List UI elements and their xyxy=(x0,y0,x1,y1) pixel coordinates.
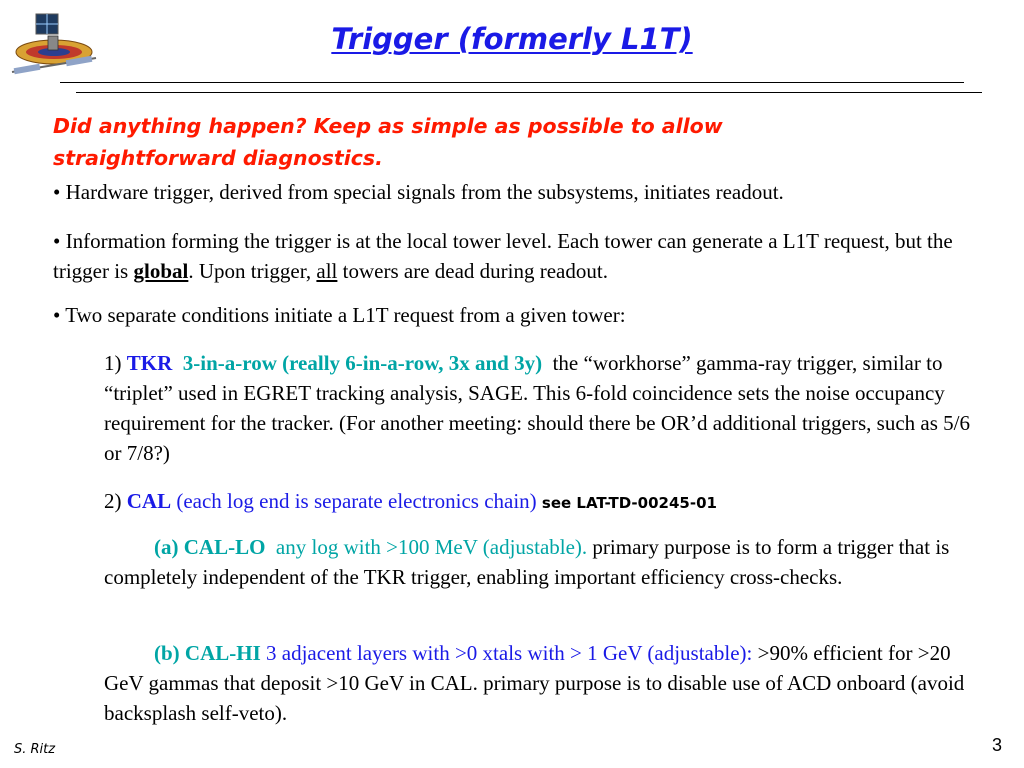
cal-label: CAL xyxy=(126,489,172,513)
p2-text-e: towers are dead during readout. xyxy=(337,259,608,283)
item2-number: 2) xyxy=(104,489,127,513)
tkr-description: the “workhorse” gamma-ray trigger, similar to “triplet” used in EGRET tracking analysis, SAGE. This 6-fold coincidence sets the noise occupancy requirement for the tracker. (For another meeting: should there be OR’d additional triggers, such as 5/6 or 7/8?) xyxy=(104,351,970,465)
p2-text-a: • Information forming the trigger is at the local tower level. Each tower can generate a L1T request, but the trigger is xyxy=(53,229,953,283)
bullet-hardware-trigger: • Hardware trigger, derived from special signals from the subsystems, initiates readout. xyxy=(53,180,784,204)
slide-title: Trigger (formerly L1T) xyxy=(331,22,693,56)
item1-number: 1) xyxy=(104,351,127,375)
slide-subtitle xyxy=(53,110,973,174)
cal-hi-condition: 3 adjacent layers with >0 xtals with > 1 GeV (adjustable): xyxy=(260,641,758,665)
bullet-two-conditions: • Two separate conditions initiate a L1T request from a given tower: xyxy=(53,303,626,327)
cal-lo-condition: any log with >100 MeV (adjustable). xyxy=(275,535,588,559)
page-number: 3 xyxy=(992,735,1003,755)
bullet-information-forming xyxy=(53,226,993,286)
cal-condition: (each log end is separate electronics chain) xyxy=(171,489,542,513)
cal-hi-description: >90% efficient for >20 GeV gammas that deposit >10 GeV in CAL. primary purpose is to disable use of ACD onboard (avoid backsplash self-veto). xyxy=(104,641,965,725)
global-emphasis: global xyxy=(133,259,189,283)
cal-lo-label: (a) CAL-LO xyxy=(154,535,266,559)
subtitle-line-1: Did anything happen? Keep as simple as possible to allow xyxy=(53,114,723,138)
subtitle-line-2: straightforward diagnostics. xyxy=(53,146,383,170)
footer-author: S. Ritz xyxy=(14,742,56,757)
cal-lo-description: primary purpose is to form a trigger that is completely independent of the TKR trigger, enabling important efficiency cross-checks. xyxy=(104,535,950,589)
title-underline-rule xyxy=(60,82,964,83)
tkr-label: TKR xyxy=(126,351,173,375)
cal-reference: see LAT-TD-00245-01 xyxy=(541,494,717,512)
item-cal-hi xyxy=(104,638,984,728)
title-underline-rule-2 xyxy=(76,92,982,93)
tkr-condition: 3-in-a-row (really 6-in-a-row, 3x and 3y) xyxy=(182,351,543,375)
cal-hi-label: (b) CAL-HI xyxy=(154,641,261,665)
item-cal-lo xyxy=(104,532,984,592)
item-tkr-trigger xyxy=(104,348,984,468)
all-emphasis: all xyxy=(316,259,338,283)
p2-text-c: . Upon trigger, xyxy=(188,259,317,283)
item-cal-trigger xyxy=(104,486,984,518)
